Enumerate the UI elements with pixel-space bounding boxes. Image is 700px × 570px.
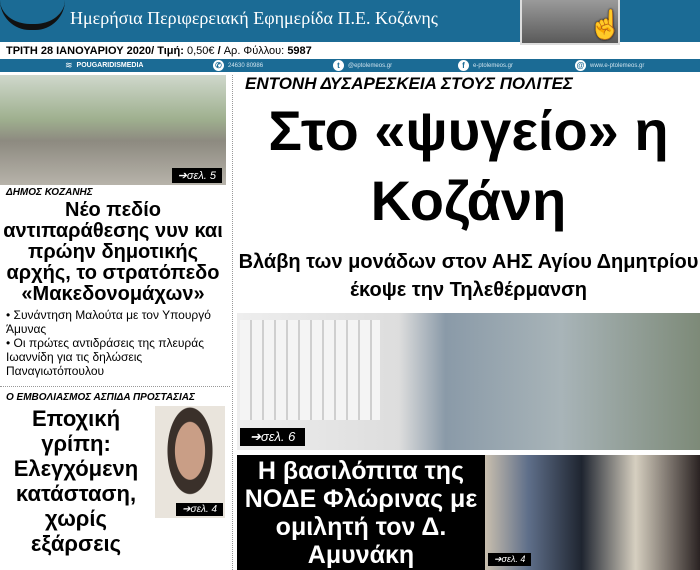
page-ref-story3[interactable]: ➔σελ. 4 <box>488 553 531 566</box>
masthead-subtitle: Ημερήσια Περιφερειακή Εφημερίδα Π.Ε. Κοζάνης <box>70 8 438 28</box>
twitter-handle[interactable]: @eptolemeos.gr <box>348 62 393 69</box>
price-label: Τιμή: <box>157 45 184 57</box>
lead-subheadline: Βλάβη των μονάδων στον ΑΗΣ Αγίου Δημητρίου έκοψε την Τηλεθέρμανση <box>238 251 699 301</box>
facebook-icon: f <box>458 60 469 71</box>
page-ref-4[interactable]: ➔σελ. 4 <box>176 503 223 516</box>
lead-kicker: ΕΝΤΟΝΗ ΔΥΣΑΡΕΣΚΕΙΑ ΣΤΟΥΣ ΠΟΛΙΤΕΣ <box>245 74 573 93</box>
column-divider <box>232 75 233 570</box>
story1-kicker: ΔΗΜΟΣ ΚΟΖΑΝΗΣ <box>6 187 93 198</box>
brand-logo-icon: ≋ <box>65 60 73 70</box>
twitter-icon: t <box>333 60 344 71</box>
page-ref-6[interactable]: ➔σελ. 6 <box>240 428 305 446</box>
bullet: • Οι πρώτες αντιδράσεις της πλευράς Ιωαννίδη για τις δηλώσεις Παναγιωτόπουλου <box>6 336 204 378</box>
page-ref-5[interactable]: ➔σελ. 5 <box>172 168 222 183</box>
issue-date: ΤΡΙΤΗ 28 ΙΑΝΟΥΑΡΙΟΥ 2020/ <box>6 45 155 57</box>
phone-icon: ✆ <box>213 60 224 71</box>
doctor-portrait-photo <box>155 406 225 518</box>
website[interactable]: www.e-ptolemeos.gr <box>590 62 645 69</box>
story1-bullets <box>6 308 228 378</box>
radiator-photo <box>240 320 380 420</box>
bullet: • Συνάντηση Μαλούτα με τον Υπουργό Άμυνας <box>6 308 211 336</box>
facebook-page[interactable]: e-ptolemeos.gr <box>473 62 514 69</box>
price: 0,50€ <box>187 45 215 57</box>
phone-number: 24630 80986 <box>228 62 264 69</box>
divider <box>0 386 230 387</box>
issue-number: 5987 <box>287 45 312 57</box>
camp-entrance-photo <box>0 75 226 185</box>
story2-headline[interactable]: Εποχική γρίπη: Ελεγχόμενη κατάσταση, χωρίς εξάρσεις <box>13 406 139 556</box>
separator: / <box>217 45 221 57</box>
hand-cursor-icon: ☝ <box>588 9 623 40</box>
brand-name: POUGARIDISMEDIA <box>76 62 144 69</box>
contact-strip <box>0 59 700 72</box>
story2 <box>0 406 230 556</box>
lead-headline[interactable]: Στο «ψυγείο» η Κοζάνη <box>268 99 669 232</box>
issue-label: Αρ. Φύλλου: <box>223 45 285 57</box>
story1-headline[interactable]: Νέο πεδίο αντιπαράθεσης νυν και πρώην δημοτικής αρχής, το στρατόπεδο «Μακεδονομάχων» <box>3 199 223 305</box>
story3-headline[interactable]: Η βασιλόπιτα της ΝΟΔΕ Φλώρινας με ομιλητή τον Δ. Αμυνάκη <box>244 457 478 569</box>
issue-line <box>6 44 312 58</box>
story2-kicker: Ο ΕΜΒΟΛΙΑΣΜΟΣ ΑΣΠΙΔΑ ΠΡΟΣΤΑΣΙΑΣ <box>6 392 195 403</box>
left-column <box>0 75 230 570</box>
at-icon: @ <box>576 61 585 70</box>
